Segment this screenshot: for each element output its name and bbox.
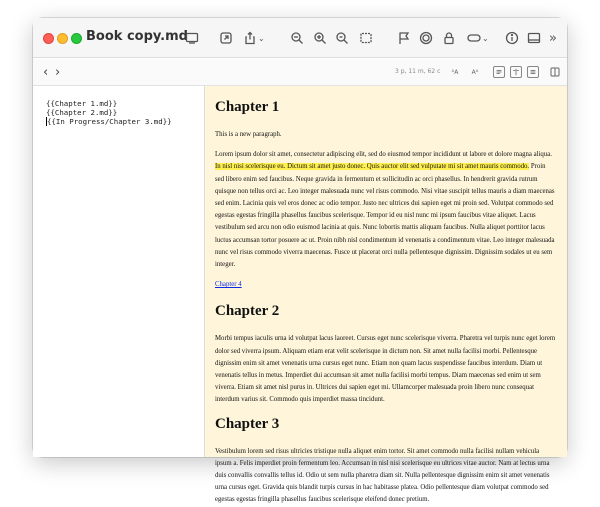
editor-line[interactable] [46, 117, 204, 126]
zoom-reset-icon[interactable] [335, 30, 349, 46]
minimize-window-button[interactable] [57, 33, 68, 44]
flag-icon[interactable] [397, 30, 411, 46]
close-window-button[interactable] [43, 33, 54, 44]
back-button[interactable]: ‹ [43, 65, 49, 80]
title-bar [33, 18, 567, 58]
font-larger-button[interactable]: Aᴬ [471, 68, 479, 76]
editor-line-text: {{In Progress/Chapter 3.md}} [47, 117, 172, 126]
lock-icon[interactable] [442, 30, 456, 46]
chapter-1-heading: Chapter 1 [215, 99, 280, 115]
editor-line[interactable]: {{Chapter 2.md}} [46, 108, 118, 117]
toggle-icon[interactable]: ⌄ [467, 30, 489, 46]
zoom-out-icon[interactable] [290, 30, 304, 46]
chapter-4-link-paragraph [215, 279, 556, 291]
resize-icon[interactable] [359, 30, 373, 46]
preview-view-icon[interactable] [527, 66, 539, 78]
markdown-editor[interactable] [33, 86, 205, 457]
info-icon[interactable] [505, 30, 519, 46]
editor-view-icon[interactable] [493, 66, 505, 78]
paragraph-text: Proin sed libero enim sed faucibus. Neque gravida in fermentum et sollicitudin ac orci phasellus. In hendrerit gravida rutrum quisque non tellus orci ac. Leo integer malesuada nunc vel risus commodo. Nisi vitae suscipit tellus mauris a diam maecenas sed enim. Lacinia quis vel eros donec ac odio tempor. Justo nec ultrices dui sapien eget mi proin sed. Volutpat commodo sed egestas egestas fringilla phasellus faucibus scelerisque. Tempor id eu nisl nunc mi ipsum faucibus vitae aliquet. Lacus vestibulum sed arcu non odio euismod lacinia at quis. Nunc lobortis mattis aliquam faucibus. Nulla aliquet porttitor lacus luctus accumsan tortor posuere ac ut. Proin nibh nisl condimentum id venenatis a condimentum vitae. Leo integer malesuada nunc vel risus commodo viverra maecenas. Fusce ut placerat orci nulla pellentesque dignissim. Dignissim sodales ut eu sem integer. [215, 163, 555, 269]
window-icon[interactable] [527, 30, 541, 46]
forward-button[interactable]: › [55, 65, 61, 80]
chapter-4-link[interactable]: Chapter 4 [215, 281, 242, 289]
status-bar [33, 59, 567, 86]
preview-pane [205, 86, 567, 504]
chapter-3-paragraph: Vestibulum lorem sed risus ultricies tristique nulla aliquet enim tortor. Sit amet commodo nulla facilisi nullam vehicula ipsum a. Felis imperdiet proin fermentum leo. Accumsan in nisl nisi scelerisque eu ultrices vitae auctor. Nam at lectus urna duis convallis convallis tellus id. Odio ut sem nulla pharetra diam sit. Nulla pellentesque dignissim enim sit amet venenatis urna cursus eget. Gravida quis blandit turpis cursus in hac habitasse platea. Odio pellentesque diam volutpat commodo sed egestas egestas fringilla phasellus faucibus scelerisque eleifend donec pretium. [215, 447, 550, 504]
share-icon[interactable]: ⌄ [243, 30, 265, 46]
app-window [33, 18, 567, 504]
layout-toggle-icon[interactable] [549, 66, 561, 78]
chapter-1-paragraph [215, 149, 556, 271]
chapter-2-paragraph: Morbi tempus iaculis urna id volutpat lacus laoreet. Cursus eget nunc scelerisque viverra. Pharetra vel turpis nunc eget lorem dolor sed viverra ipsum. Aliquam etiam erat velit scelerisque in dictum non. Sit amet nulla facilisi morbi. Pellentesque dignissim enim sit amet venenatis urna cursus eget nunc. Etiam non quam lacus suspendisse faucibus interdum. Diam ut venenatis tellus in metus. Imperdiet dui accumsan sit amet nulla facilisi morbi tempus. Diam maecenas sed enim ut sem viverra. Etiam sit amet nisl purus in. Ultrices dui sapien eget mi. Ullamcorper malesuada proin libero nunc consequat interdum varius sit. Commodo quis imperdiet massa tincidunt. [215, 335, 556, 404]
editor-line[interactable]: {{Chapter 1.md}} [46, 99, 118, 108]
chapter-3-heading: Chapter 3 [215, 415, 280, 432]
target-icon[interactable] [419, 30, 433, 46]
chapter-2-heading: Chapter 2 [215, 303, 280, 320]
font-smaller-button[interactable]: ᴬA [451, 68, 459, 76]
chapter-1-intro: This is a new paragraph. [215, 131, 282, 138]
window-title: Book copy.md [86, 29, 188, 44]
split-view-icon[interactable] [510, 66, 522, 78]
sidebar-icon[interactable] [185, 30, 199, 46]
document-stats: 3 p, 11 m, 62 c [395, 68, 441, 75]
zoom-window-button[interactable] [71, 33, 82, 44]
zoom-in-icon[interactable] [313, 30, 327, 46]
highlighted-text: In nisl nisi scelerisque eu. Dictum sit amet justo donec. Quis auctor elit sed vulputate mi sit amet mauris commodo. [215, 163, 530, 171]
paragraph-text: Lorem ipsum dolor sit amet, consectetur adipiscing elit, sed do eiusmod tempor incididunt ut labore et dolore magna aliqua. [215, 151, 552, 159]
open-external-icon[interactable] [219, 30, 233, 46]
more-icon[interactable]: » [549, 30, 557, 46]
